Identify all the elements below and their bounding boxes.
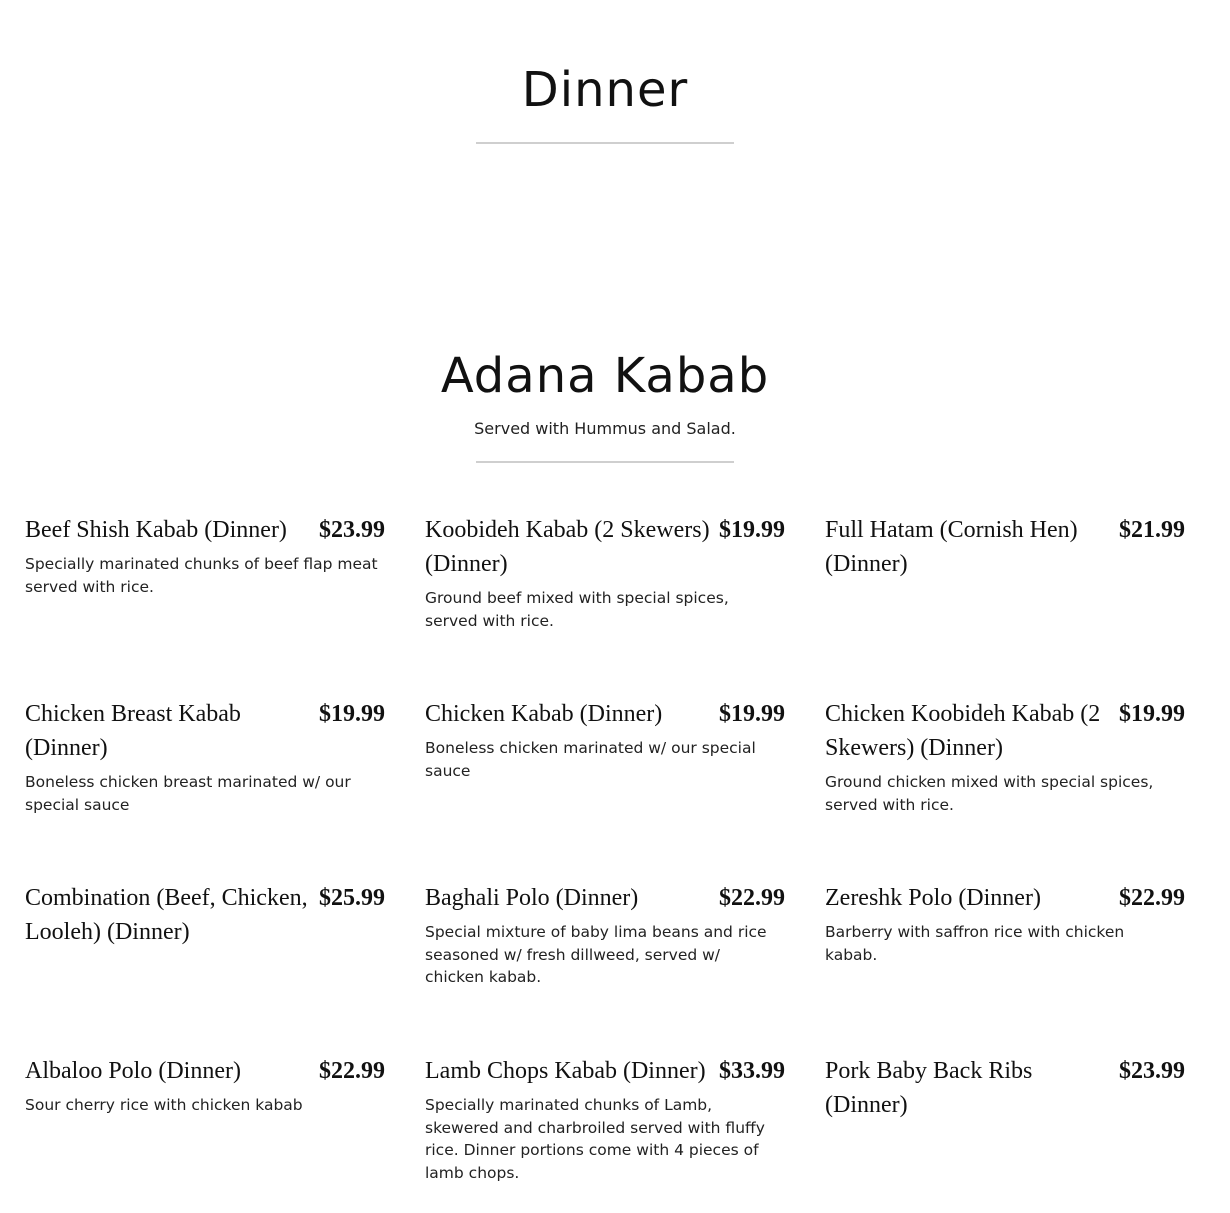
menu-item-description: Specially marinated chunks of beef flap meat served with rice. xyxy=(25,555,378,596)
menu-item-name: Baghali Polo (Dinner) xyxy=(425,885,639,911)
menu-item-name: Full Hatam (Cornish Hen) (Dinner) xyxy=(825,517,1078,577)
menu-item[interactable] xyxy=(25,513,385,598)
menu-item-price: $19.99 xyxy=(319,701,385,727)
menu-item-price: $33.99 xyxy=(719,1058,785,1084)
menu-item[interactable] xyxy=(825,1054,1185,1128)
menu-item-name: Chicken Kabab (Dinner) xyxy=(425,701,663,727)
menu-item-price: $22.99 xyxy=(319,1058,385,1084)
menu-item[interactable] xyxy=(425,881,785,989)
menu-item[interactable] xyxy=(25,697,385,816)
menu-item-description: Barberry with saffron rice with chicken kabab. xyxy=(825,923,1125,964)
section-title: Adana Kabab xyxy=(440,348,770,404)
menu-item-name: Chicken Koobideh Kabab (2 Skewers) (Dinner) xyxy=(825,701,1101,761)
menu-item-name: Combination (Beef, Chicken, Looleh) (Dinner) xyxy=(25,885,308,945)
menu-item-description: Boneless chicken breast marinated w/ our special sauce xyxy=(25,773,351,814)
menu-item-price: $21.99 xyxy=(1119,517,1185,543)
menu-item[interactable] xyxy=(425,1054,785,1184)
menu-item-price: $23.99 xyxy=(319,517,385,543)
menu-item[interactable] xyxy=(825,513,1185,587)
menu-item-price: $23.99 xyxy=(1119,1058,1185,1084)
menu-item[interactable] xyxy=(425,697,785,782)
menu-item[interactable] xyxy=(425,513,785,632)
menu-item[interactable] xyxy=(25,1054,385,1117)
menu-item-name: Koobideh Kabab (2 Skewers) (Dinner) xyxy=(425,517,710,577)
menu-item[interactable] xyxy=(825,697,1185,816)
menu-item-price: $19.99 xyxy=(1119,701,1185,727)
menu-item-name: Zereshk Polo (Dinner) xyxy=(825,885,1041,911)
menu-item[interactable] xyxy=(25,881,385,955)
title-divider xyxy=(476,142,734,144)
menu-item-price: $25.99 xyxy=(319,885,385,911)
menu-item-description: Specially marinated chunks of Lamb, skewered and charbroiled served with fluffy rice. Dinner portions come with 4 pieces of lamb chops. xyxy=(425,1096,765,1182)
menu-item-description: Sour cherry rice with chicken kabab xyxy=(25,1096,303,1114)
menu-item-price: $19.99 xyxy=(719,517,785,543)
menu-item-description: Boneless chicken marinated w/ our special sauce xyxy=(425,739,756,780)
menu-item-price: $22.99 xyxy=(1119,885,1185,911)
section-divider xyxy=(476,461,734,463)
page-title: Dinner xyxy=(521,62,689,118)
menu-item-price: $22.99 xyxy=(719,885,785,911)
section-subtitle: Served with Hummus and Salad. xyxy=(474,419,736,438)
menu-item-name: Beef Shish Kabab (Dinner) xyxy=(25,517,287,543)
menu-item-description: Special mixture of baby lima beans and rice seasoned w/ fresh dillweed, served w/ chicken kabab. xyxy=(425,923,767,986)
menu-item[interactable] xyxy=(825,881,1185,966)
menu-item-name: Albaloo Polo (Dinner) xyxy=(25,1058,241,1084)
menu-item-name: Chicken Breast Kabab (Dinner) xyxy=(25,701,241,761)
menu-item-name: Lamb Chops Kabab (Dinner) xyxy=(425,1058,706,1084)
menu-item-name: Pork Baby Back Ribs (Dinner) xyxy=(825,1058,1033,1118)
menu-item-price: $19.99 xyxy=(719,701,785,727)
menu-item-description: Ground chicken mixed with special spices, served with rice. xyxy=(825,773,1154,814)
menu-item-description: Ground beef mixed with special spices, served with rice. xyxy=(425,589,729,630)
